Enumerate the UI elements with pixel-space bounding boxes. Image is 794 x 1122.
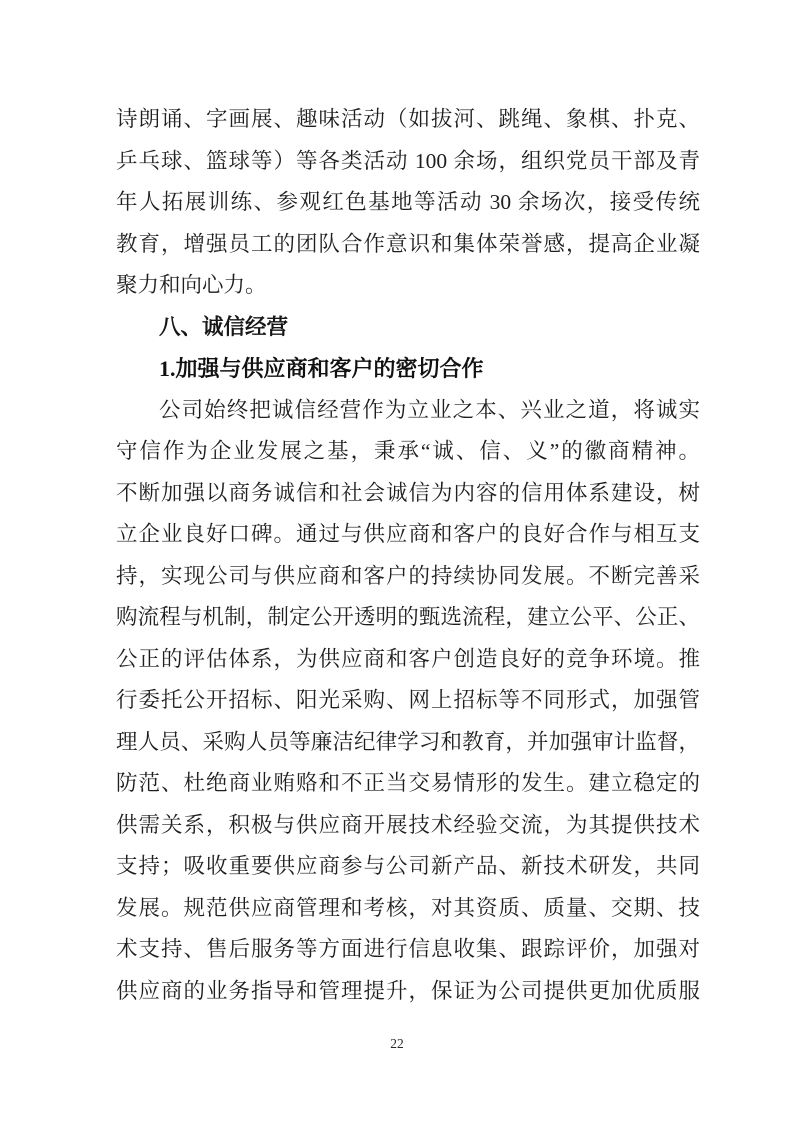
text-line: 供需关系，积极与供应商开展技术经验交流，为其提供技术 (116, 812, 700, 837)
text-line: 公正的评估体系，为供应商和客户创造良好的竞争环境。推 (116, 646, 700, 671)
subsection-heading: 1.加强与供应商和客户的密切合作 (159, 356, 484, 381)
text-line: 防范、杜绝商业贿赂和不正当交易情形的发生。建立稳定的 (116, 771, 700, 795)
text-line: 持，实现公司与供应商和客户的持续协同发展。不断完善采 (116, 563, 700, 588)
text-line: 年人拓展训练、参观红色基地等活动 30 余场次，接受传统 (116, 190, 700, 214)
text-line: 购流程与机制，制定公开透明的甄选流程，建立公平、公正、 (116, 605, 700, 629)
text-line: 教育，增强员工的团队合作意识和集体荣誉感，提高企业凝 (116, 231, 700, 256)
text-line: 不断加强以商务诚信和社会诚信为内容的信用体系建设，树 (116, 480, 700, 505)
text-line: 乒乓球、篮球等）等各类活动 100 余场，组织党员干部及青 (116, 148, 700, 173)
section-heading: 八、诚信经营 (159, 314, 289, 339)
text-block (116, 99, 700, 1012)
text-line: 支持；吸收重要供应商参与公司新产品、新技术研发，共同 (116, 854, 700, 878)
text-line: 发展。规范供应商管理和考核，对其资质、质量、交期、技 (116, 895, 700, 920)
text-line: 公司始终把诚信经营作为立业之本、兴业之道，将诚实 (159, 397, 700, 422)
text-line: 守信作为企业发展之基，秉承“诚、信、义”的徽商精神。 (116, 439, 700, 463)
text-line: 行委托公开招标、阳光采购、网上招标等不同形式，加强管 (116, 688, 700, 712)
page-number: 22 (390, 1036, 404, 1051)
text-line: 供应商的业务指导和管理提升，保证为公司提供更加优质服 (116, 978, 700, 1003)
text-line: 立企业良好口碑。通过与供应商和客户的良好合作与相互支 (116, 522, 700, 546)
text-line: 聚力和向心力。 (116, 273, 267, 297)
text-line: 诗朗诵、字画展、趣味活动（如拔河、跳绳、象棋、扑克、 (116, 107, 700, 131)
text-line: 术支持、售后服务等方面进行信息收集、跟踪评价，加强对 (116, 937, 700, 961)
text-line: 理人员、采购人员等廉洁纪律学习和教育，并加强审计监督， (116, 729, 700, 754)
